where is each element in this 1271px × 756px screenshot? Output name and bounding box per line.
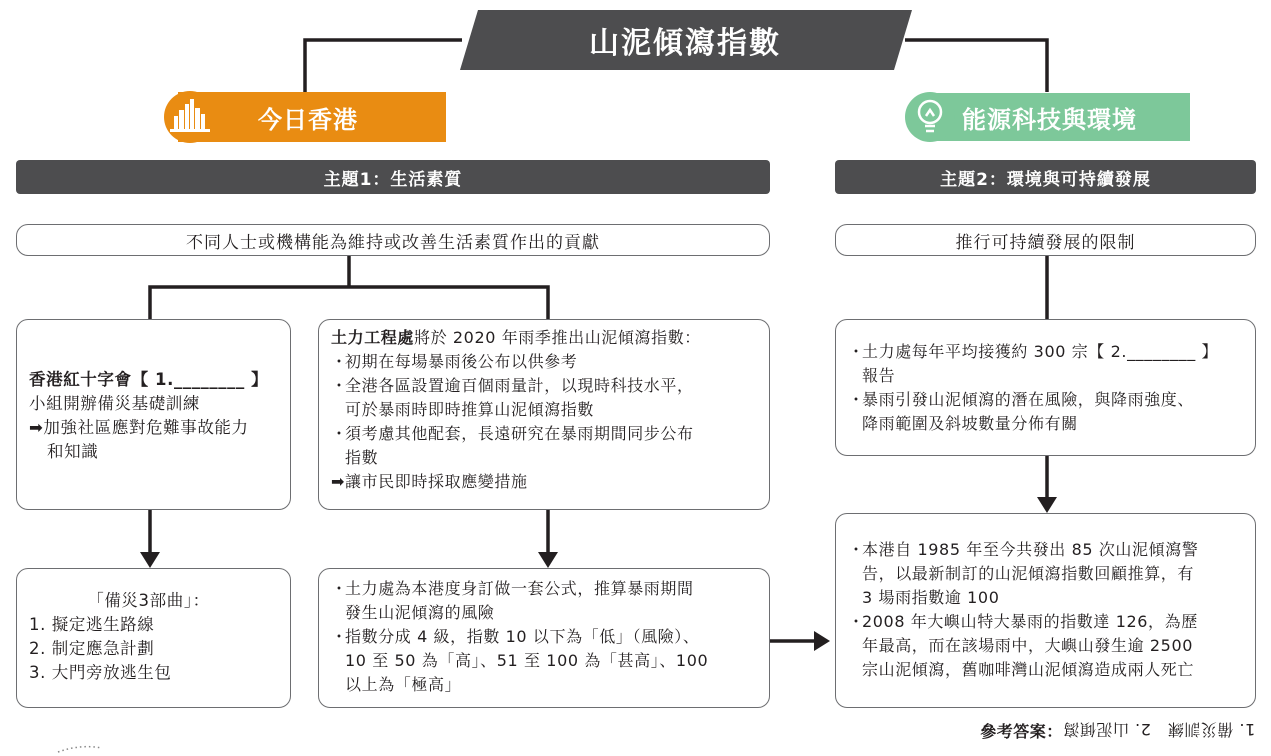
- formula-bullet-2-cont2: 以上為「極高」: [345, 675, 462, 694]
- history-bullet-1-cont: 告，以最新制訂的山泥傾瀉指數回顧推算，有: [862, 564, 1195, 583]
- arrowhead-reports: [1037, 497, 1057, 513]
- theme1-bar: 主題1：生活素質: [16, 160, 770, 194]
- ged-lead-rest: 將於 2020 年雨季推出山泥傾瀉指數：: [414, 328, 701, 347]
- ged-lead-bold: 土力工程處: [331, 328, 415, 347]
- dotted-corner-mark: [58, 747, 102, 752]
- title-left-connector: [305, 40, 462, 92]
- headline1-split-connector: [150, 287, 548, 320]
- history-bullet-2-cont: 年最高，而在該場雨中，大嶼山發生逾 2500: [862, 636, 1194, 655]
- arrowhead-redcross: [140, 552, 160, 568]
- theme2-bar: 主題2：環境與可持續發展: [835, 160, 1256, 194]
- formula-box: [318, 568, 770, 708]
- ged-bullet-2-cont: 可於暴雨時即時推算山泥傾瀉指數: [345, 400, 595, 419]
- steps-heading: 「備災3部曲」：: [87, 591, 210, 610]
- formula-bullet-2: ・ 指數分成 4 級，指數 10 以下為「低」（風險）、: [331, 627, 700, 646]
- history-box: [835, 513, 1256, 708]
- ged-result: ➡讓市民即時採取應變措施: [331, 472, 528, 491]
- formula-bullet-1-cont: 發生山泥傾瀉的風險: [345, 603, 495, 622]
- reports-box: [835, 319, 1256, 456]
- arrowhead-formula: [814, 631, 830, 651]
- history-bullet-2-cont2: 宗山泥傾瀉，舊咖啡灣山泥傾瀉造成兩人死亡: [862, 660, 1195, 679]
- steps-item-3: 3. 大門旁放逃生包: [29, 663, 172, 682]
- history-bullet-2: ・ 2008 年大嶼山特大暴雨的指數達 126，為歷: [848, 612, 1198, 631]
- arrowhead-ged: [538, 552, 558, 568]
- steps-item-2: 2. 制定應急計劃: [29, 639, 155, 658]
- left-tag-label: 今日香港: [258, 105, 358, 134]
- title-right-connector: [905, 40, 1047, 92]
- redcross-line2: 小組開辦備災基礎訓練: [29, 394, 200, 413]
- ged-bullet-3-cont: 指數: [345, 448, 379, 467]
- history-bullet-1: ・ 本港自 1985 年至今共發出 85 次山泥傾瀉警: [848, 540, 1199, 559]
- right-tag-label: 能源科技與環境: [962, 105, 1137, 134]
- ged-box: [318, 319, 770, 510]
- reports-bullet-2: ・ 暴雨引發山泥傾瀉的潛在風險，與降雨強度、: [848, 390, 1195, 409]
- ged-bullet-2: ・ 全港各區設置逾百個雨量計，以現時科技水平，: [331, 376, 694, 395]
- answer-label: 參考答案：: [980, 722, 1063, 741]
- steps-box: [16, 568, 291, 708]
- reports-bullet-1-cont: 報告: [862, 366, 896, 385]
- answer-text-upside-down: 1. 備災訓練 2. 山泥傾瀉: [1062, 720, 1255, 739]
- page-title: 山泥傾瀉指數: [589, 26, 781, 61]
- ged-bullet-1: ・ 初期在每場暴雨後公布以供參考: [331, 352, 578, 371]
- steps-item-1: 1. 擬定逃生路線: [29, 615, 155, 634]
- redcross-line3: ➡加強社區應對危難事故能力: [29, 418, 249, 437]
- reports-bullet-2-cont: 降雨範圍及斜坡數量分佈有關: [862, 414, 1078, 433]
- formula-bullet-1: ・ 土力處為本港度身訂做一套公式，推算暴雨期間: [331, 579, 694, 598]
- headline1-box: 不同人士或機構能為維持或改善生活素質作出的貢獻: [16, 224, 770, 256]
- formula-bullet-2-cont: 10 至 50 為「高」、51 至 100 為「甚高」、100: [345, 651, 709, 670]
- right-tag-circle: [905, 92, 955, 142]
- redcross-line4: 和知識: [47, 442, 99, 461]
- redcross-line1: 香港紅十字會【 1.________ 】: [29, 370, 269, 389]
- reports-bullet-1: ・ 土力處每年平均接獲約 300 宗【 2.________ 】: [848, 342, 1219, 361]
- answer-key: [980, 719, 1255, 742]
- redcross-box: [16, 319, 291, 510]
- headline2-box: 推行可持續發展的限制: [835, 224, 1256, 256]
- history-bullet-1-cont2: 3 場雨指數逾 100: [862, 588, 1000, 607]
- ged-bullet-3: ・ 須考慮其他配套，長遠研究在暴雨期間同步公布: [331, 424, 694, 443]
